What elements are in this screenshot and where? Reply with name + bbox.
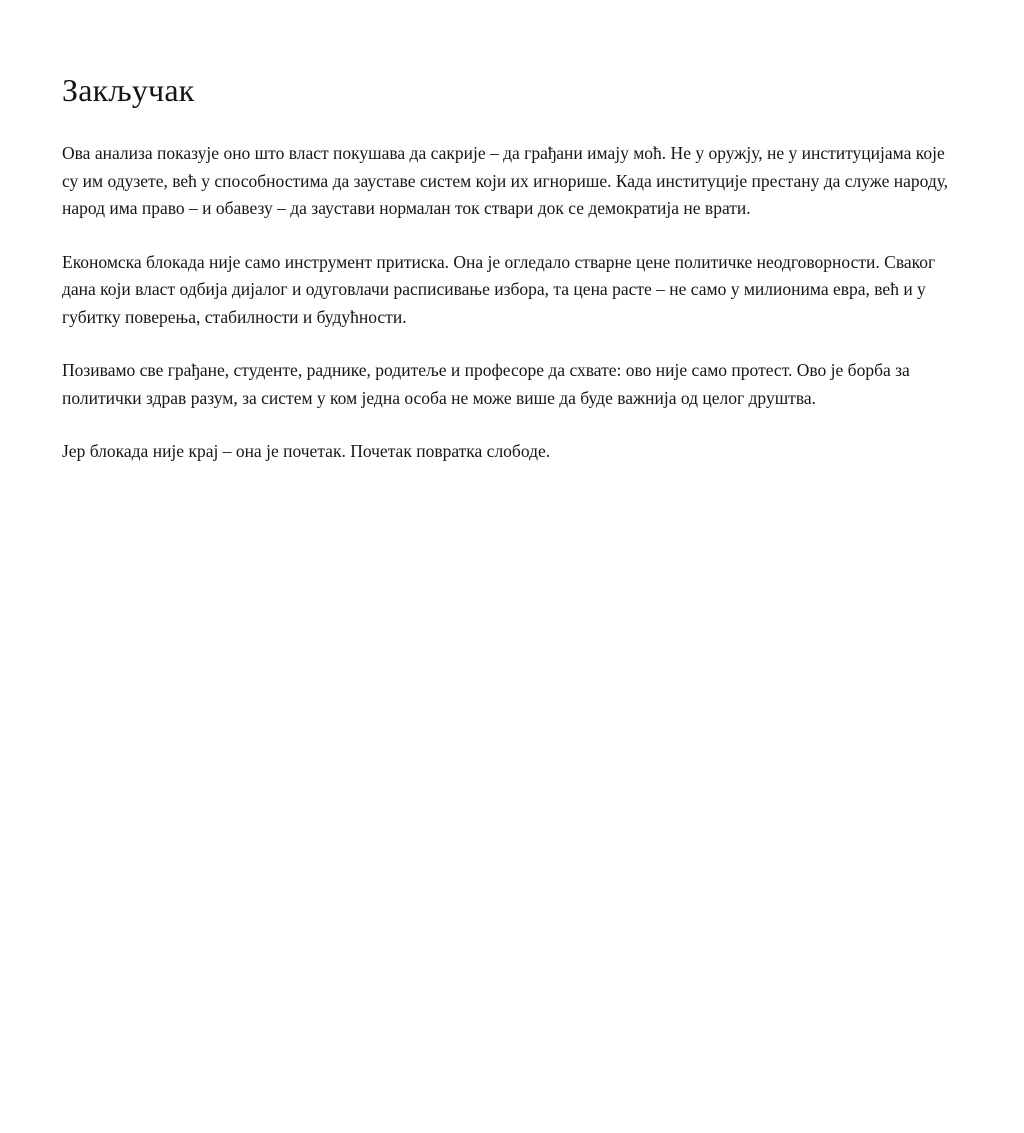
paragraph-2: Економска блокада није само инструмент притиска. Она је огледало стварне цене политичке неодговорности. Сваког дана који власт одбија дијалог и одуговлачи расписивање избора, та цена расте – не само у милионима евра, већ и у губитку поверења, стабилности и будућности. xyxy=(62,251,936,327)
paragraph-4: Јер блокада није крај – она је почетак. Почетак повратка слободе. xyxy=(62,441,551,461)
paragraph-3: Позивамо све грађане, студенте, раднике, родитеље и професоре да схвате: ово није само протест. Ово је борба за политички здрав разум, за систем у ком једна особа не може више да буде важнија од целог друштва. xyxy=(62,360,910,408)
document-heading: Закључак xyxy=(62,72,195,108)
paragraph-1: Ова анализа показује оно што власт покушава да сакрије – да грађани имају моћ. Не у оружју, не у институцијама које су им одузете, већ у способностима да зауставе систем који их игнорише. Када институције престану да служе народу, народ има право – и обавезу – да заустави нормалан ток ствари док се демократија не врати. xyxy=(62,143,949,218)
